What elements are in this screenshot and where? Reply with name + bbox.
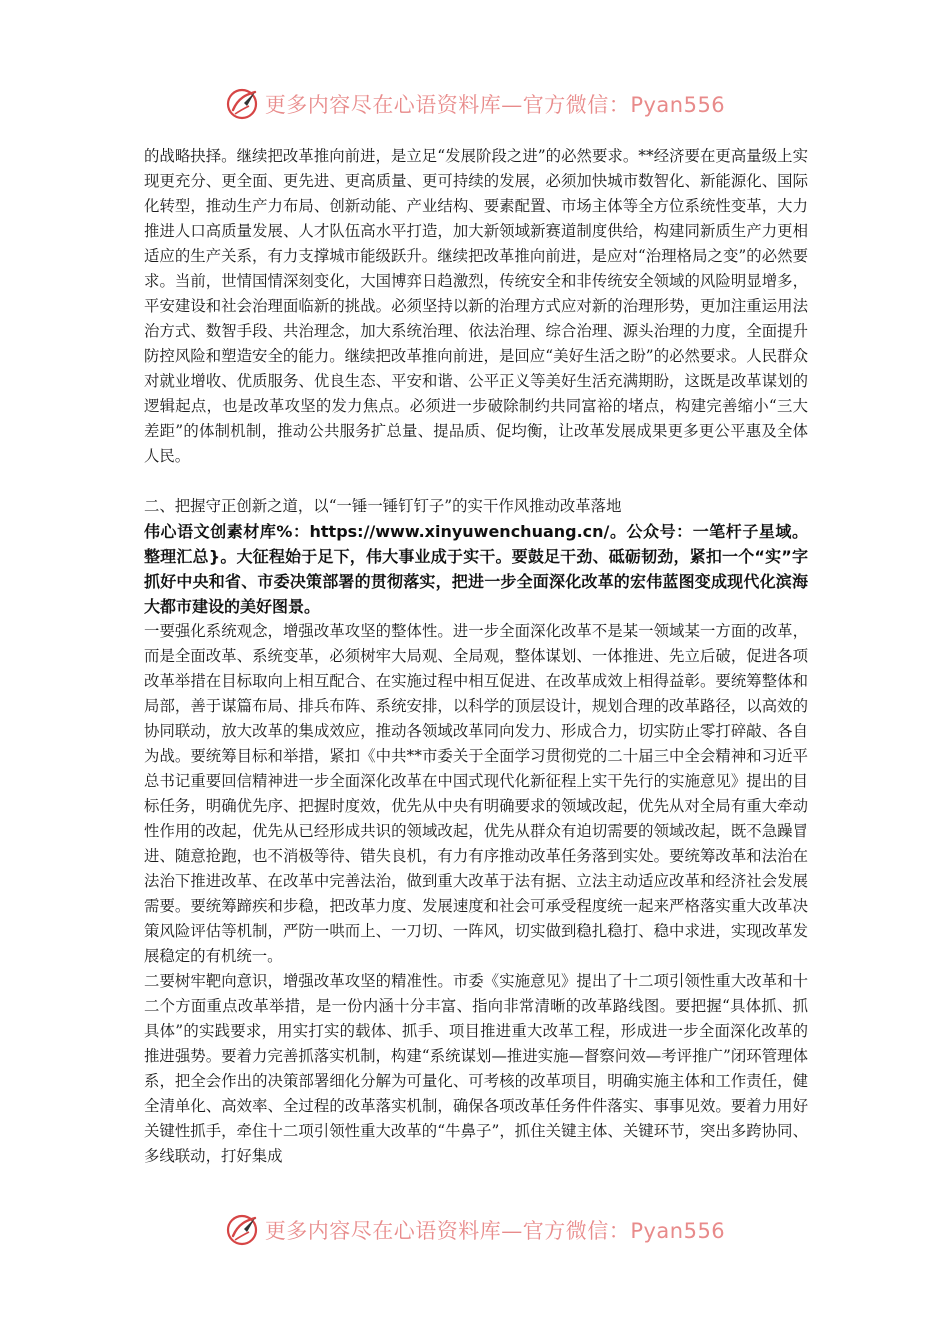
footer-banner (0, 1210, 950, 1250)
banner-text (265, 1215, 725, 1245)
paragraph-reform-necessity: 的战略抉择。继续把改革推向前进，是立足“发展阶段之进”的必然要求。**经济要在更高量级上实现更充分、更全面、更先进、更高质量、更可持续的发展，必须加快城市数智化、新能源化、国际化转型，推动生产力布局、创新动能、产业结构、要素配置、市场主体等全方位系统性变革，大力推进人口高质量发展、人才队伍高水平打造，加大新领域新赛道制度供给，构建同新质生产力更相适应的生产关系，有力支撑城市能级跃升。继续把改革推向前进，是应对“治理格局之变”的必然要求。当前，世情国情深刻变化，大国博弈日趋激烈，传统安全和非传统安全领域的风险明显增多，平安建设和社会治理面临新的挑战。必须坚持以新的治理方式应对新的治理形势，更加注重运用法治方式、数智手段、共治理念，加大系统治理、依法治理、综合治理、源头治理的力度，全面提升防控风险和塑造安全的能力。继续把改革推向前进，是回应“美好生活之盼”的必然要求。人民群众对就业增收、优质服务、优良生态、平安和谐、公平正义等美好生活充满期盼，这既是改革谋划的逻辑起点，也是改革攻坚的发力焦点。必须进一步破除制约共同富裕的堵点，构建完善缩小“三大差距”的体制机制，推动公共服务扩总量、提品质、促均衡，让改革发展成果更多更公平惠及全体人民。 (144, 147, 808, 465)
banner-wechat-id: Pyan556 (630, 1219, 726, 1243)
source-watermark-paragraph: 伟心语文创素材库%：https://www.xinyuwenchuang.cn/。公众号：一笔杆子星域。整理汇总}。大征程始于足下，伟大事业成于实干。要鼓足干劲、砥砺韧劲，紧扣一个“实”字抓好中央和省、市委决策部署的贯彻落实，把进一步全面深化改革的宏伟蓝图变成现代化滨海大都市建设的美好图景。 (144, 522, 808, 616)
paragraph-system-concept: 一要强化系统观念，增强改革攻坚的整体性。进一步全面深化改革不是某一领域某一方面的改革，而是全面改革、系统变革，必须树牢大局观、全局观，整体谋划、一体推进、先立后破，促进各项改革举措在目标取向上相互配合、在实施过程中相互促进、在改革成效上相得益彰。要统筹整体和局部，善于谋篇布局、排兵布阵、系统安排，以科学的顶层设计，规划合理的改革路径，以高效的协同联动，放大改革的集成效应，推动各领域改革同向发力、形成合力，切实防止零打碎敲、各自为战。要统筹目标和举措，紧扣《中共**市委关于全面学习贯彻党的二十届三中全会精神和习近平总书记重要回信精神进一步全面深化改革在中国式现代化新征程上实干先行的实施意见》提出的目标任务，明确优先序、把握时度效，优先从中央有明确要求的领域改起，优先从对全局有重大牵动性作用的改起，优先从已经形成共识的领域改起，优先从群众有迫切需要的领域改起，既不急躁冒进、随意抢跑，也不消极等待、错失良机，有力有序推动改革任务落到实处。要统筹改革和法治在法治下推进改革、在改革中完善法治，做到重大改革于法有据、立法主动适应改革和经济社会发展需要。要统筹蹄疾和步稳，把改革力度、发展速度和社会可承受程度统一起来严格落实重大改革决策风险评估等机制，严防一哄而上、一刀切、一阵风，切实做到稳扎稳打、稳中求进，实现改革发展稳定的有机统一。 (144, 622, 808, 965)
banner-slogan: 更多内容尽在心语资料库—官方微信： (264, 1219, 631, 1243)
document-body (144, 144, 808, 1169)
paragraph-targeting-awareness: 二要树牢靶向意识，增强改革攻坚的精准性。市委《实施意见》提出了十二项引领性重大改革和十二个方面重点改革举措，是一份内涵十分丰富、指向非常清晰的改革路线图。要把握“具体抓、抓具体”的实践要求，用实打实的载体、抓手、项目推进重大改革工程，形成进一步全面深化改革的推进强势。要着力完善抓落实机制，构建“系统谋划—推进实施—督察问效—考评推广”闭环管理体系，把全会作出的决策部署细化分解为可量化、可考核的改革项目，明确实施主体和工作责任，健全清单化、高效率、全过程的改革落实机制，确保各项改革任务件件落实、事事见效。要着力用好关键性抓手，牵住十二项引领性重大改革的“牛鼻子”，抓住关键主体、关键环节，突出多跨协同、多线联动，打好集成 (144, 972, 808, 1165)
banner-text (265, 89, 725, 119)
banner-wechat-id: Pyan556 (630, 93, 726, 117)
banner-slogan: 更多内容尽在心语资料库—官方微信： (264, 93, 631, 117)
section-heading-2: 二、把握守正创新之道，以“一锤一锤钉钉子”的实干作风推动改革落地 (144, 497, 622, 515)
pen-swirl-logo-icon (225, 1212, 261, 1248)
pen-swirl-logo-icon (225, 86, 261, 122)
header-banner (0, 84, 950, 124)
